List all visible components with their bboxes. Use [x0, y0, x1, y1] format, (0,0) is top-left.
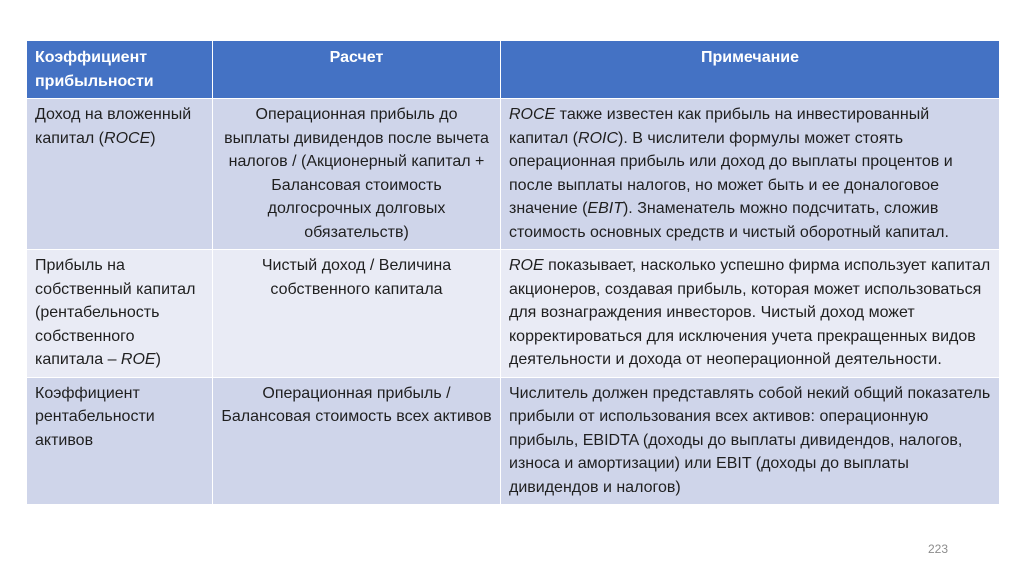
note-text: также известен как прибыль на инвестированный капитал ( — [509, 106, 930, 147]
header-ratio: Коэффициент прибыльности — [27, 41, 213, 99]
ratio-name-end: ) — [155, 351, 161, 368]
profitability-ratios-table — [26, 40, 1000, 505]
ratio-name-text: Доход на вложенный капитал ( — [35, 106, 192, 147]
table-body — [27, 99, 1000, 505]
note-abbr: EBIT — [587, 200, 623, 217]
header-row — [27, 41, 1000, 99]
note-abbr: ROE — [509, 257, 544, 274]
table-row-roce — [27, 99, 1000, 250]
note-cell — [501, 99, 1000, 250]
note-abbr: ROIC — [578, 129, 619, 147]
note-cell — [501, 250, 1000, 378]
note-text: ). В числители формулы может стоять операционная прибыль или доход до выплаты процентов и после выплаты налогов, но может быть и ее доналоговое значение ( — [509, 129, 953, 217]
note-text: ). Знаменатель можно подсчитать, сложив стоимость основных средств и чистый оборотный капитал. — [509, 200, 949, 241]
ratio-name-cell — [27, 250, 213, 378]
ratio-abbr: ROCE — [104, 129, 151, 147]
header-note: Примечание — [501, 41, 1000, 99]
ratio-name-cell — [27, 99, 213, 250]
ratio-abbr: ROE — [120, 351, 156, 368]
header-calculation: Расчет — [213, 41, 501, 99]
calculation-cell: Чистый доход / Величина собственного капитала — [213, 250, 501, 378]
ratio-name-text: Прибыль на собственный капитал (рентабельность собственного капитала – — [35, 257, 196, 368]
note-cell: Числитель должен представлять собой некий общий показатель прибыли от использования всех активов: операционную прибыль, EBIDTA (доходы до выплаты дивидендов, налогов, износа и амортизации) или EBIT (доходы до выплаты дивидендов и налогов) — [501, 377, 1000, 505]
ratio-name-cell: Коэффициент рентабельности активов — [27, 377, 213, 505]
table-row-roa — [27, 377, 1000, 505]
table-header — [27, 41, 1000, 99]
calculation-cell: Операционная прибыль до выплаты дивидендов после вычета налогов / (Акционерный капитал + Балансовая стоимость долгосрочных долговых обязательств) — [213, 99, 501, 250]
note-abbr: ROCE — [509, 106, 556, 123]
calculation-cell: Операционная прибыль / Балансовая стоимость всех активов — [213, 377, 501, 505]
table-row-roe — [27, 250, 1000, 378]
note-text: показывает, насколько успешно фирма использует капитал акционеров, создавая прибыль, которая может использоваться для вознаграждения инвесторов. Чистый доход может корректироваться для исключения учета прекращенных видов деятельности и дохода от неоперационной деятельности. — [509, 257, 991, 368]
page-number: 223 — [928, 542, 949, 556]
ratio-name-end: ) — [150, 129, 156, 147]
